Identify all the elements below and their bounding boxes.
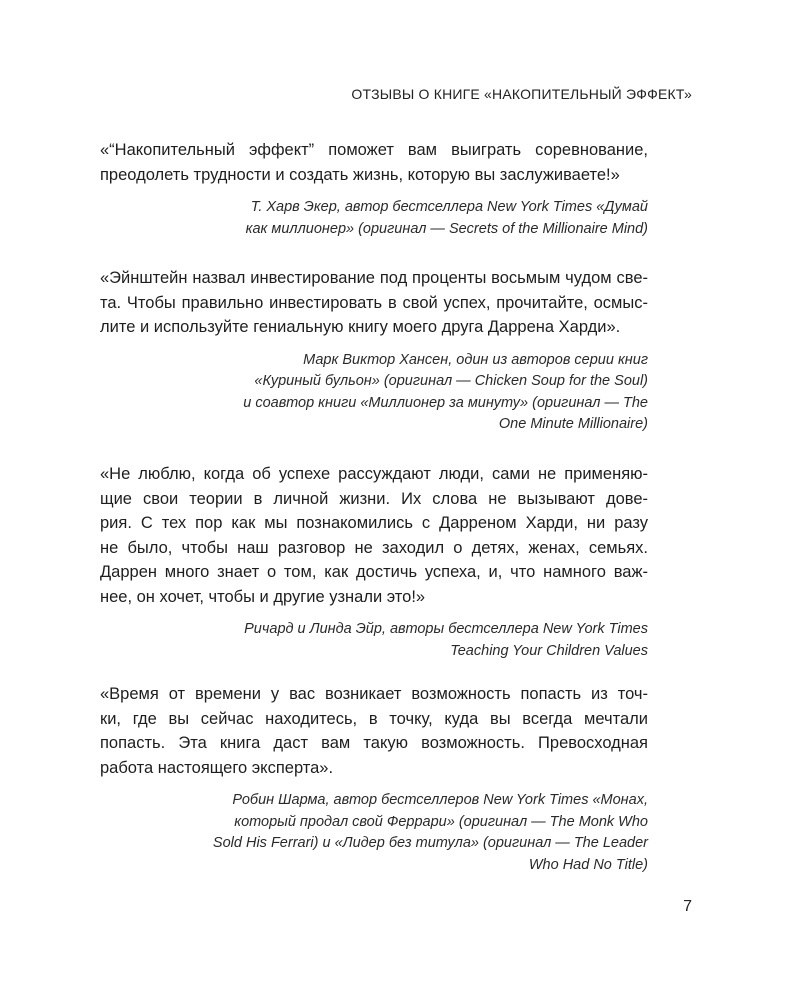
testimonial-1 [100, 138, 648, 240]
quote-line: преодолеть трудности и создать жизнь, которую вы заслуживаете!» [100, 165, 620, 184]
testimonial-attribution [100, 790, 648, 876]
book-page [100, 0, 692, 1000]
attribution-line: Who Had No Title) [528, 856, 648, 873]
attribution-line: как миллионер» (оригинал — Secrets of the Millionaire Mind) [245, 220, 648, 237]
quote-line: попасть. Эта книга даст вам такую возможность. Превосходная [100, 734, 648, 752]
testimonial-attribution [100, 197, 648, 240]
attribution-line: Марк Виктор Хансен, один из авторов серии книг [303, 351, 648, 368]
page-number: 7 [683, 898, 692, 915]
quote-line: щие свои теории в личной жизни. Их слова не вызывают дове- [100, 489, 648, 508]
quote-line: нее, он хочет, чтобы и другие узнали это!» [100, 587, 426, 606]
attribution-line: Ричард и Линда Эйр, авторы бестселлера New York Times [244, 621, 648, 637]
quote-line: «“Накопительный эффект” поможет вам выиграть соревнование, [100, 141, 648, 159]
attribution-line: Т. Харв Экер, автор бестселлера New York Times «Думай [250, 199, 648, 215]
running-head: ОТЗЫВЫ О КНИГЕ «НАКОПИТЕЛЬНЫЙ ЭФФЕКТ» [351, 86, 692, 102]
quote-line: «Не люблю, когда об успехе рассуждают люди, сами не применяю- [100, 465, 648, 483]
quote-line: лите и используйте гениальную книгу моего друга Даррена Харди». [100, 318, 621, 336]
attribution-line: Робин Шарма, автор бестселлеров New York Times «Монах, [232, 792, 648, 808]
quote-line: рия. С тех пор как мы познакомились с Дарреном Харди, ни разу [100, 514, 648, 532]
quote-line: Даррен много знает о том, как достичь успеха, и, что намного важ- [100, 563, 648, 581]
attribution-line: который продал свой Феррари» (оригинал — The Monk Who [234, 813, 648, 830]
quote-line: та. Чтобы правильно инвестировать в свой успех, прочитайте, осмыс- [100, 293, 648, 312]
attribution-line: One Minute Millionaire) [498, 416, 648, 432]
testimonial-3 [100, 462, 648, 662]
quote-line: «Время от времени у вас возникает возможность попасть из точ- [100, 685, 648, 703]
quote-line: работа настоящего эксперта». [100, 758, 334, 777]
quote-line: не было, чтобы наш разговор не заходил о детях, женах, семьях. [100, 538, 648, 557]
attribution-line: Teaching Your Children Values [450, 642, 648, 659]
testimonial-quote [100, 266, 648, 340]
testimonial-attribution [100, 350, 648, 436]
quote-line: ки, где вы сейчас находитесь, в точку, куда вы всегда мечтали [100, 709, 648, 728]
testimonial-attribution [100, 619, 648, 662]
testimonial-2 [100, 266, 648, 436]
testimonial-quote [100, 462, 648, 609]
quote-line: «Эйнштейн назвал инвестирование под проценты восьмым чудом све- [100, 269, 648, 287]
attribution-line: Sold His Ferrari) и «Лидер без титула» (оригинал — The Leader [212, 835, 648, 851]
testimonial-quote [100, 138, 648, 187]
attribution-line: «Куриный бульон» (оригинал — Chicken Soup for the Soul) [254, 373, 648, 389]
testimonial-quote [100, 682, 648, 780]
testimonial-4 [100, 682, 648, 876]
attribution-line: и соавтор книги «Миллионер за минуту» (оригинал — The [243, 394, 648, 411]
